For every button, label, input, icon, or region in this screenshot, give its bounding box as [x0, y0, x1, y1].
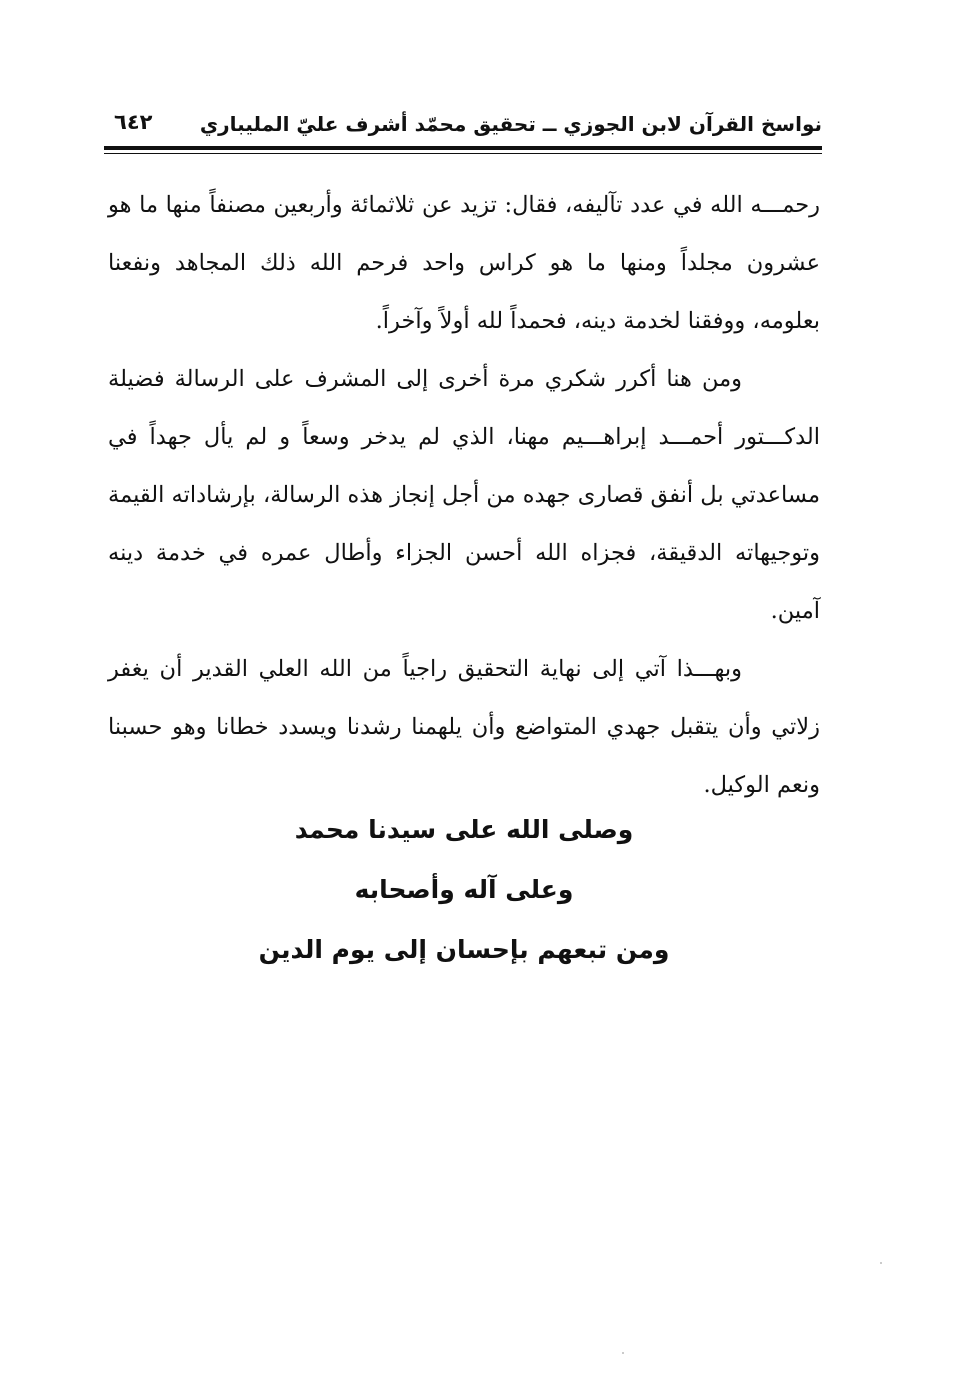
closing-line-2: وعلى آله وأصحابه	[354, 875, 574, 904]
paragraph-1: رحمـــه الله في عدد تآليفه، فقال: تزيد عن ثلاثمائة وأربعين مصنفاً منها ما هو عشرون مجلداً ومنها ما هو كراس واحد فرحم الله ذلك المجاهد ونفعنا بعلومه، ووفقنا لخدمة دينه، فحمداً لله أولاً وآخراً.	[108, 192, 820, 334]
scan-speck	[622, 1352, 624, 1354]
header-title: نواسخ القرآن لابن الجوزي ــ تحقيق محمّد أشرف عليّ المليباري	[199, 112, 822, 136]
closing-invocation	[108, 800, 820, 980]
header-rule-thick	[104, 146, 822, 150]
closing-line-1: وصلى الله على سيدنا محمد	[294, 815, 634, 844]
paragraph-2: ومن هنا أكرر شكري مرة أخرى إلى المشرف على الرسالة فضيلة الدكـــتور أحمـــد إبراهـــيم مهنا، الذي لم يدخر وسعاً و لم يأل جهداً في مساعدتي بل أنفق قصارى جهده من أجل إنجاز هذه الرسالة، بإرشاداته القيمة وتوجيهاته الدقيقة، فجزاه الله أحسن الجزاء وأطال عمره في خدمة دينه آمين.	[108, 366, 820, 624]
running-header	[106, 108, 822, 148]
closing-line-3: ومن تبعهم بإحسان إلى يوم الدين	[258, 935, 670, 964]
scan-speck	[880, 1262, 882, 1264]
page-number: ٦٤٢	[114, 110, 153, 134]
header-rule-thin	[104, 153, 822, 154]
body-text	[108, 176, 820, 814]
paragraph-3: وبهـــذا آتي إلى نهاية التحقيق راجياً من الله العلي القدير أن يغفر زلاتي وأن يتقبل جهدي المتواضع وأن يلهمنا رشدنا ويسدد خطانا وهو حسبنا ونعم الوكيل.	[108, 656, 820, 798]
